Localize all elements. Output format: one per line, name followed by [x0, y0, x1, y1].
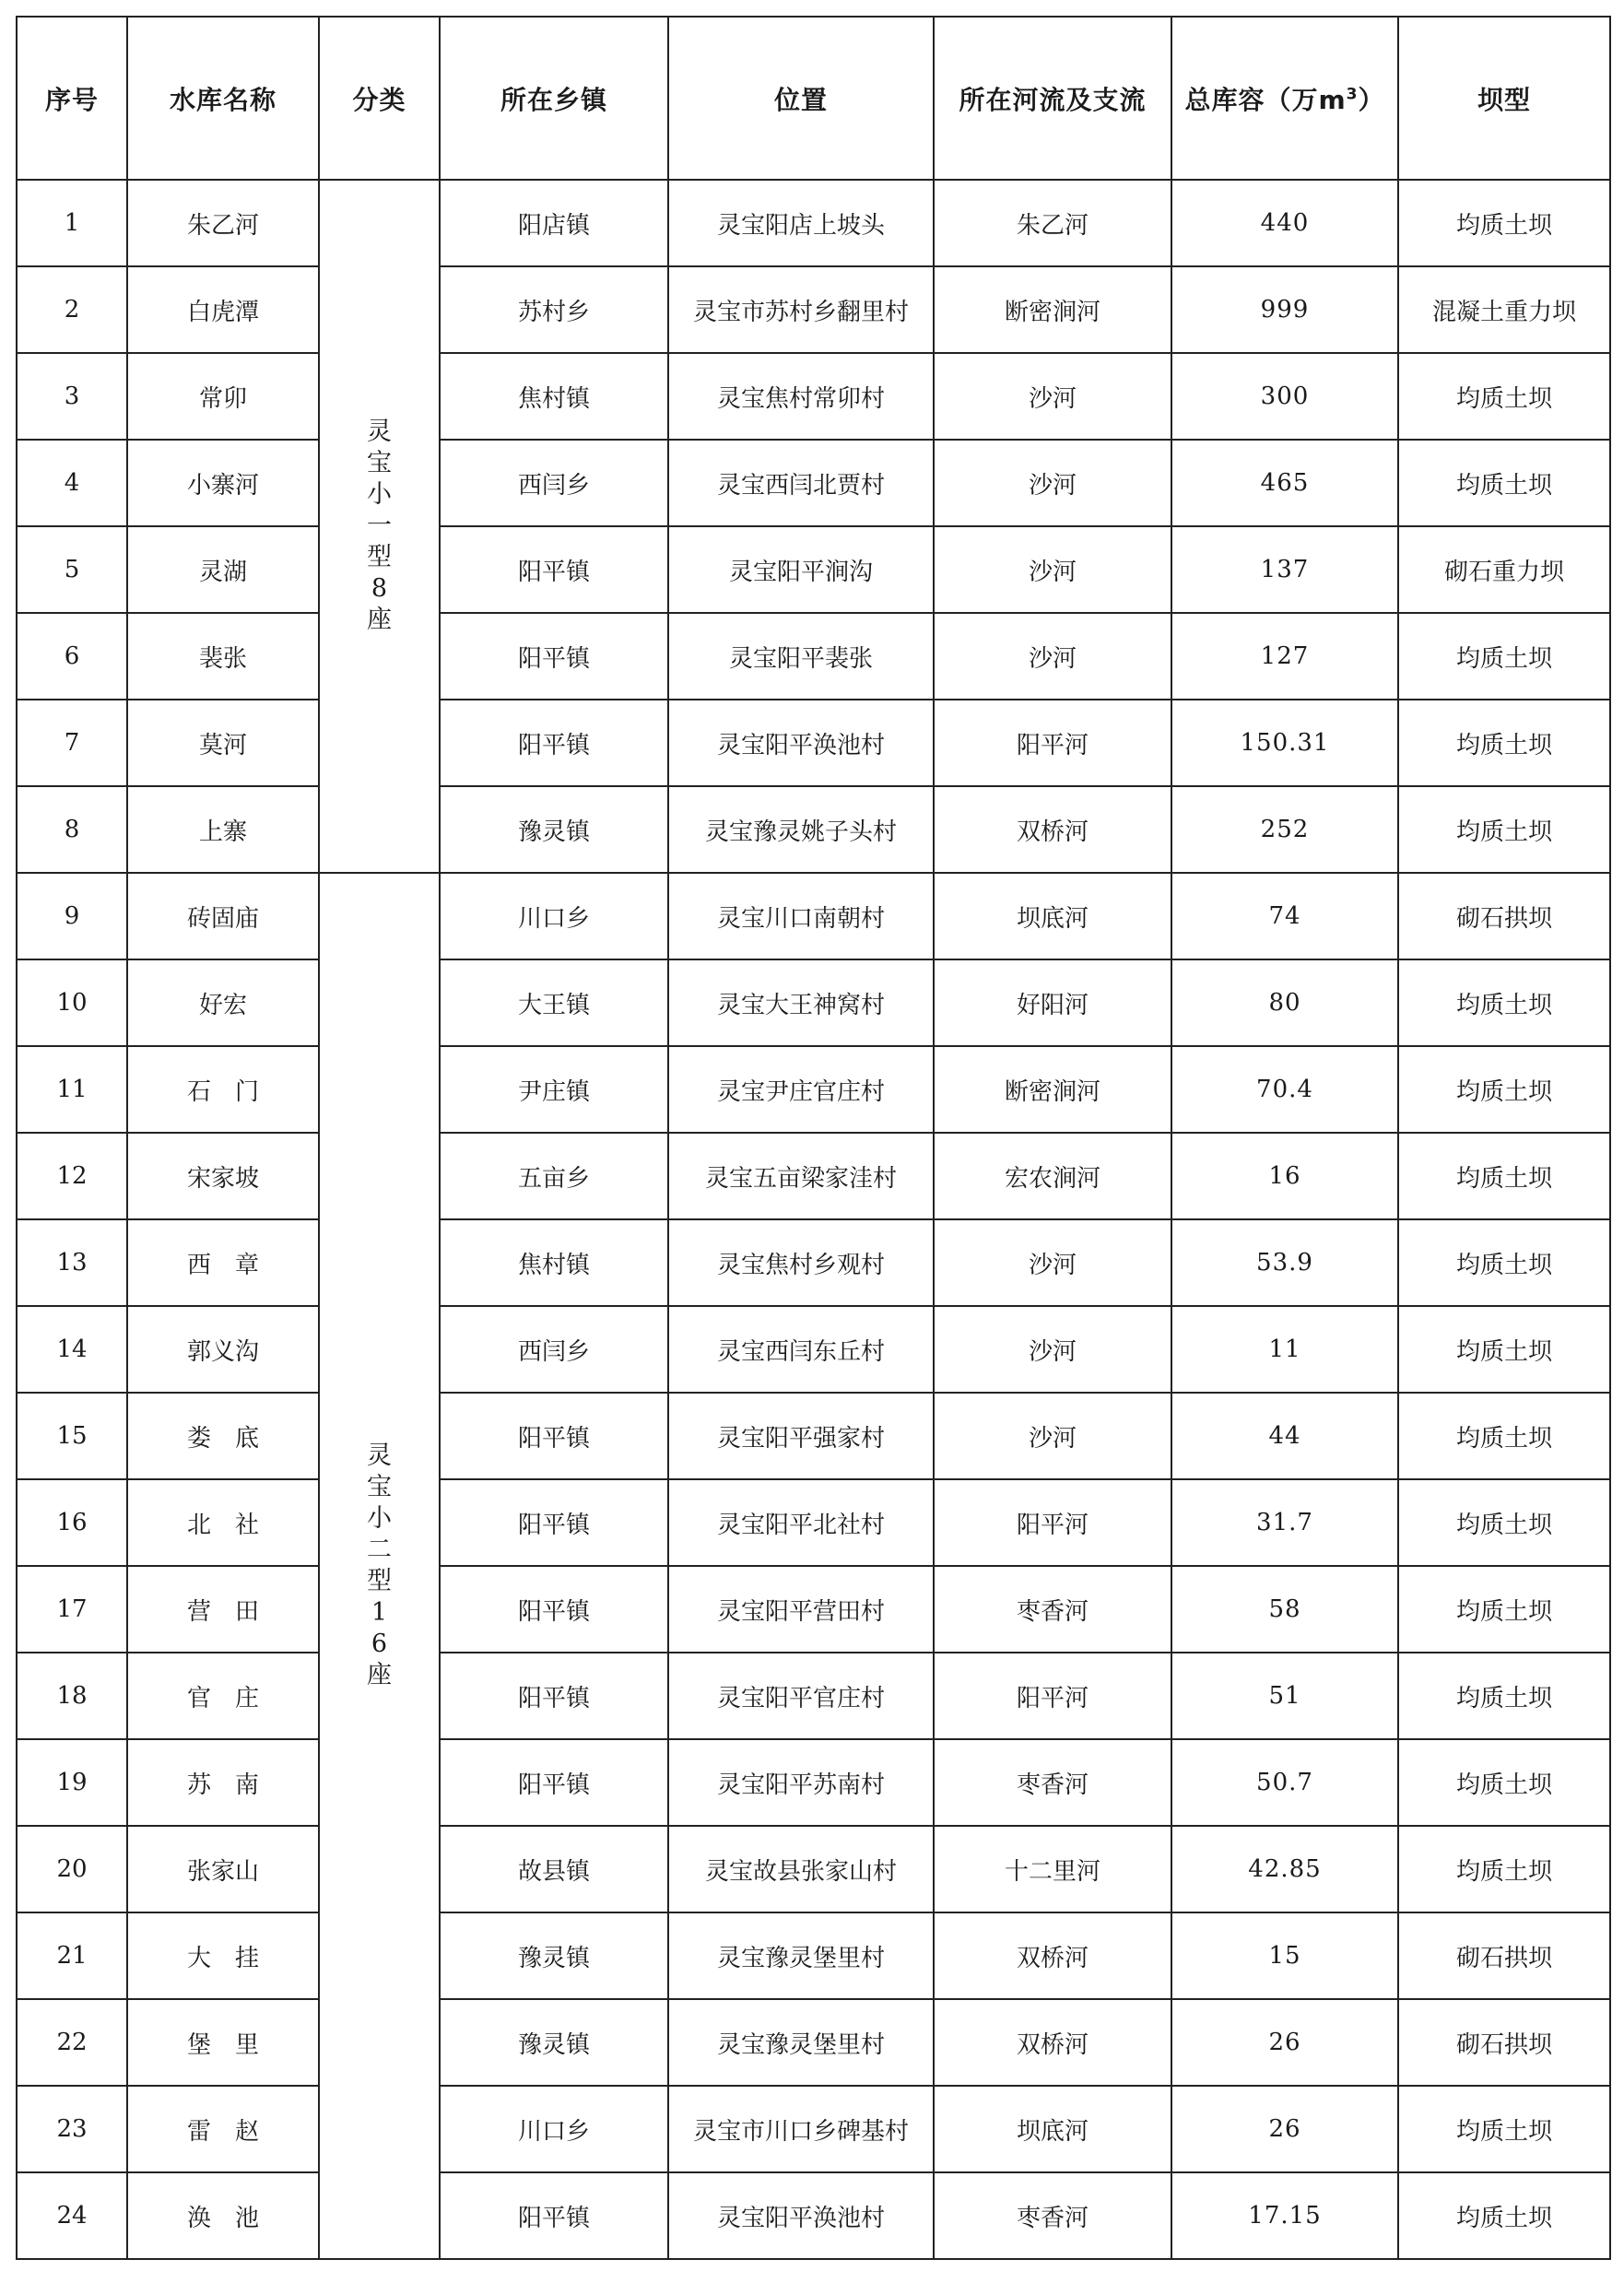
cell-capacity: 465: [1171, 440, 1398, 526]
header-river: 所在河流及支流: [934, 17, 1171, 180]
cell-name: 苏 南: [127, 1739, 319, 1826]
cell-dam: 砌石拱坝: [1398, 873, 1610, 959]
table-row: [17, 1393, 1610, 1479]
header-name: 水库名称: [127, 17, 319, 180]
cell-name: 朱乙河: [127, 180, 319, 266]
cell-name: 砖固庙: [127, 873, 319, 959]
header-capacity-suffix: ）: [1358, 84, 1385, 115]
cell-location: 灵宝阳平涣池村: [668, 700, 934, 786]
cell-name: 堡 里: [127, 1999, 319, 2086]
table-row: [17, 1999, 1610, 2086]
cell-name: 涣 池: [127, 2172, 319, 2259]
cell-category: [319, 180, 440, 873]
table-row: [17, 873, 1610, 959]
cell-township: 西闫乡: [440, 440, 668, 526]
table-row: [17, 959, 1610, 1046]
header-index: 序号: [17, 17, 127, 180]
cell-category: [319, 873, 440, 2259]
cell-capacity: 252: [1171, 786, 1398, 873]
cell-township: 阳平镇: [440, 1479, 668, 1566]
cell-index: 23: [17, 2086, 127, 2172]
cell-index: 16: [17, 1479, 127, 1566]
table-row: [17, 266, 1610, 353]
cell-dam: 均质土坝: [1398, 1306, 1610, 1393]
cell-capacity: 11: [1171, 1306, 1398, 1393]
cell-location: 灵宝阳店上坡头: [668, 180, 934, 266]
cell-river: 朱乙河: [934, 180, 1171, 266]
cell-index: 5: [17, 526, 127, 613]
cell-dam: 均质土坝: [1398, 1566, 1610, 1653]
cell-name: 白虎潭: [127, 266, 319, 353]
cell-index: 3: [17, 353, 127, 440]
table-row: [17, 1479, 1610, 1566]
cell-river: 断密涧河: [934, 1046, 1171, 1133]
cell-township: 阳平镇: [440, 526, 668, 613]
cell-capacity: 137: [1171, 526, 1398, 613]
cell-index: 8: [17, 786, 127, 873]
cell-river: 断密涧河: [934, 266, 1171, 353]
table-row: [17, 613, 1610, 700]
cell-capacity: 58: [1171, 1566, 1398, 1653]
cell-dam: 均质土坝: [1398, 2086, 1610, 2172]
cell-township: 阳平镇: [440, 2172, 668, 2259]
cell-name: 营 田: [127, 1566, 319, 1653]
cell-index: 19: [17, 1739, 127, 1826]
cell-dam: 均质土坝: [1398, 1653, 1610, 1739]
cell-dam: 均质土坝: [1398, 1133, 1610, 1219]
cell-index: 1: [17, 180, 127, 266]
cell-capacity: 440: [1171, 180, 1398, 266]
cell-township: 五亩乡: [440, 1133, 668, 1219]
cell-index: 7: [17, 700, 127, 786]
cell-township: 大王镇: [440, 959, 668, 1046]
cell-capacity: 999: [1171, 266, 1398, 353]
cell-location: 灵宝阳平北社村: [668, 1479, 934, 1566]
header-capacity: [1171, 17, 1398, 180]
cell-dam: 砌石拱坝: [1398, 1999, 1610, 2086]
table-row: [17, 180, 1610, 266]
cell-township: 尹庄镇: [440, 1046, 668, 1133]
cell-capacity: 74: [1171, 873, 1398, 959]
header-category: 分类: [319, 17, 440, 180]
cell-dam: 均质土坝: [1398, 1046, 1610, 1133]
cell-river: 坝底河: [934, 873, 1171, 959]
cell-location: 灵宝阳平裴张: [668, 613, 934, 700]
cell-name: 大 挂: [127, 1912, 319, 1999]
cell-river: 枣香河: [934, 1566, 1171, 1653]
table-row: [17, 1306, 1610, 1393]
header-capacity-sup: 3: [1346, 85, 1359, 104]
cell-location: 灵宝西闫北贾村: [668, 440, 934, 526]
cell-name: 宋家坡: [127, 1133, 319, 1219]
cell-location: 灵宝豫灵姚子头村: [668, 786, 934, 873]
cell-river: 宏农涧河: [934, 1133, 1171, 1219]
table-row: [17, 2172, 1610, 2259]
cell-capacity: 44: [1171, 1393, 1398, 1479]
cell-name: 石 门: [127, 1046, 319, 1133]
cell-index: 22: [17, 1999, 127, 2086]
cell-location: 灵宝阳平强家村: [668, 1393, 934, 1479]
cell-dam: 均质土坝: [1398, 1219, 1610, 1306]
cell-river: 沙河: [934, 353, 1171, 440]
cell-index: 17: [17, 1566, 127, 1653]
cell-dam: 均质土坝: [1398, 1393, 1610, 1479]
cell-name: 常卯: [127, 353, 319, 440]
cell-dam: 均质土坝: [1398, 1479, 1610, 1566]
cell-name: 张家山: [127, 1826, 319, 1912]
cell-location: 灵宝阳平涧沟: [668, 526, 934, 613]
cell-dam: 均质土坝: [1398, 959, 1610, 1046]
cell-location: 灵宝西闫东丘村: [668, 1306, 934, 1393]
cell-capacity: 51: [1171, 1653, 1398, 1739]
cell-name: 北 社: [127, 1479, 319, 1566]
cell-river: 阳平河: [934, 1653, 1171, 1739]
cell-name: 小寨河: [127, 440, 319, 526]
cell-capacity: 150.31: [1171, 700, 1398, 786]
cell-river: 枣香河: [934, 2172, 1171, 2259]
cell-name: 西 章: [127, 1219, 319, 1306]
cell-dam: 砌石重力坝: [1398, 526, 1610, 613]
cell-river: 枣香河: [934, 1739, 1171, 1826]
cell-township: 阳平镇: [440, 1566, 668, 1653]
cell-name: 郭义沟: [127, 1306, 319, 1393]
cell-location: 灵宝阳平涣池村: [668, 2172, 934, 2259]
cell-township: 阳店镇: [440, 180, 668, 266]
header-row: [17, 17, 1610, 180]
cell-dam: 砌石拱坝: [1398, 1912, 1610, 1999]
cell-dam: 均质土坝: [1398, 353, 1610, 440]
cell-river: 沙河: [934, 1393, 1171, 1479]
cell-dam: 混凝土重力坝: [1398, 266, 1610, 353]
cell-river: 沙河: [934, 613, 1171, 700]
cell-dam: 均质土坝: [1398, 180, 1610, 266]
reservoir-table: [16, 16, 1611, 2260]
cell-township: 苏村乡: [440, 266, 668, 353]
cell-dam: 均质土坝: [1398, 1826, 1610, 1912]
cell-name: 上寨: [127, 786, 319, 873]
table-row: [17, 1133, 1610, 1219]
cell-location: 灵宝市川口乡碑基村: [668, 2086, 934, 2172]
cell-river: 好阳河: [934, 959, 1171, 1046]
cell-dam: 均质土坝: [1398, 613, 1610, 700]
cell-township: 焦村镇: [440, 353, 668, 440]
cell-index: 13: [17, 1219, 127, 1306]
cell-river: 沙河: [934, 1219, 1171, 1306]
cell-capacity: 15: [1171, 1912, 1398, 1999]
cell-location: 灵宝阳平官庄村: [668, 1653, 934, 1739]
cell-capacity: 42.85: [1171, 1826, 1398, 1912]
cell-index: 4: [17, 440, 127, 526]
cell-dam: 均质土坝: [1398, 440, 1610, 526]
cell-index: 6: [17, 613, 127, 700]
cell-capacity: 26: [1171, 2086, 1398, 2172]
cell-name: 好宏: [127, 959, 319, 1046]
cell-location: 灵宝川口南朝村: [668, 873, 934, 959]
header-location: 位置: [668, 17, 934, 180]
cell-township: 豫灵镇: [440, 786, 668, 873]
cell-location: 灵宝尹庄官庄村: [668, 1046, 934, 1133]
cell-river: 沙河: [934, 440, 1171, 526]
cell-index: 15: [17, 1393, 127, 1479]
cell-township: 川口乡: [440, 2086, 668, 2172]
cell-capacity: 70.4: [1171, 1046, 1398, 1133]
cell-capacity: 80: [1171, 959, 1398, 1046]
cell-index: 12: [17, 1133, 127, 1219]
cell-capacity: 300: [1171, 353, 1398, 440]
cell-dam: 均质土坝: [1398, 2172, 1610, 2259]
cell-location: 灵宝故县张家山村: [668, 1826, 934, 1912]
table-row: [17, 440, 1610, 526]
table-row: [17, 1566, 1610, 1653]
cell-township: 阳平镇: [440, 1739, 668, 1826]
cell-index: 14: [17, 1306, 127, 1393]
cell-index: 9: [17, 873, 127, 959]
cell-location: 灵宝阳平营田村: [668, 1566, 934, 1653]
cell-location: 灵宝豫灵堡里村: [668, 1999, 934, 2086]
category-label: 灵宝小一型8座: [367, 418, 392, 634]
cell-township: 阳平镇: [440, 1653, 668, 1739]
table-row: [17, 1912, 1610, 1999]
cell-name: 莫河: [127, 700, 319, 786]
table-row: [17, 1826, 1610, 1912]
cell-river: 沙河: [934, 1306, 1171, 1393]
cell-capacity: 31.7: [1171, 1479, 1398, 1566]
cell-name: 裴张: [127, 613, 319, 700]
cell-river: 阳平河: [934, 1479, 1171, 1566]
table-row: [17, 786, 1610, 873]
cell-capacity: 16: [1171, 1133, 1398, 1219]
cell-capacity: 127: [1171, 613, 1398, 700]
table-row: [17, 1046, 1610, 1133]
cell-index: 21: [17, 1912, 127, 1999]
cell-river: 双桥河: [934, 1912, 1171, 1999]
header-dam: 坝型: [1398, 17, 1610, 180]
cell-river: 沙河: [934, 526, 1171, 613]
cell-township: 焦村镇: [440, 1219, 668, 1306]
cell-location: 灵宝五亩梁家洼村: [668, 1133, 934, 1219]
cell-dam: 均质土坝: [1398, 786, 1610, 873]
cell-township: 阳平镇: [440, 613, 668, 700]
cell-location: 灵宝豫灵堡里村: [668, 1912, 934, 1999]
table-row: [17, 526, 1610, 613]
cell-township: 阳平镇: [440, 700, 668, 786]
cell-river: 十二里河: [934, 1826, 1171, 1912]
cell-river: 坝底河: [934, 2086, 1171, 2172]
cell-capacity: 50.7: [1171, 1739, 1398, 1826]
cell-index: 2: [17, 266, 127, 353]
category-label: 灵宝小二型16座: [367, 1441, 392, 1689]
table-row: [17, 353, 1610, 440]
cell-capacity: 17.15: [1171, 2172, 1398, 2259]
cell-dam: 均质土坝: [1398, 700, 1610, 786]
cell-location: 灵宝焦村常卯村: [668, 353, 934, 440]
cell-name: 灵湖: [127, 526, 319, 613]
cell-capacity: 26: [1171, 1999, 1398, 2086]
cell-capacity: 53.9: [1171, 1219, 1398, 1306]
table-row: [17, 1653, 1610, 1739]
table-row: [17, 1739, 1610, 1826]
cell-index: 11: [17, 1046, 127, 1133]
cell-location: 灵宝市苏村乡翻里村: [668, 266, 934, 353]
cell-river: 阳平河: [934, 700, 1171, 786]
cell-name: 官 庄: [127, 1653, 319, 1739]
cell-township: 阳平镇: [440, 1393, 668, 1479]
cell-township: 豫灵镇: [440, 1912, 668, 1999]
cell-index: 24: [17, 2172, 127, 2259]
table-row: [17, 1219, 1610, 1306]
cell-location: 灵宝阳平苏南村: [668, 1739, 934, 1826]
cell-index: 18: [17, 1653, 127, 1739]
cell-township: 豫灵镇: [440, 1999, 668, 2086]
cell-river: 双桥河: [934, 786, 1171, 873]
cell-township: 西闫乡: [440, 1306, 668, 1393]
cell-township: 故县镇: [440, 1826, 668, 1912]
table-row: [17, 2086, 1610, 2172]
cell-river: 双桥河: [934, 1999, 1171, 2086]
cell-index: 20: [17, 1826, 127, 1912]
header-capacity-prefix: 总库容（万m: [1184, 84, 1347, 115]
cell-name: 雷 赵: [127, 2086, 319, 2172]
cell-location: 灵宝焦村乡观村: [668, 1219, 934, 1306]
cell-dam: 均质土坝: [1398, 1739, 1610, 1826]
cell-location: 灵宝大王神窝村: [668, 959, 934, 1046]
table-row: [17, 700, 1610, 786]
table-body: [17, 180, 1610, 2259]
cell-township: 川口乡: [440, 873, 668, 959]
cell-name: 娄 底: [127, 1393, 319, 1479]
cell-index: 10: [17, 959, 127, 1046]
header-township: 所在乡镇: [440, 17, 668, 180]
